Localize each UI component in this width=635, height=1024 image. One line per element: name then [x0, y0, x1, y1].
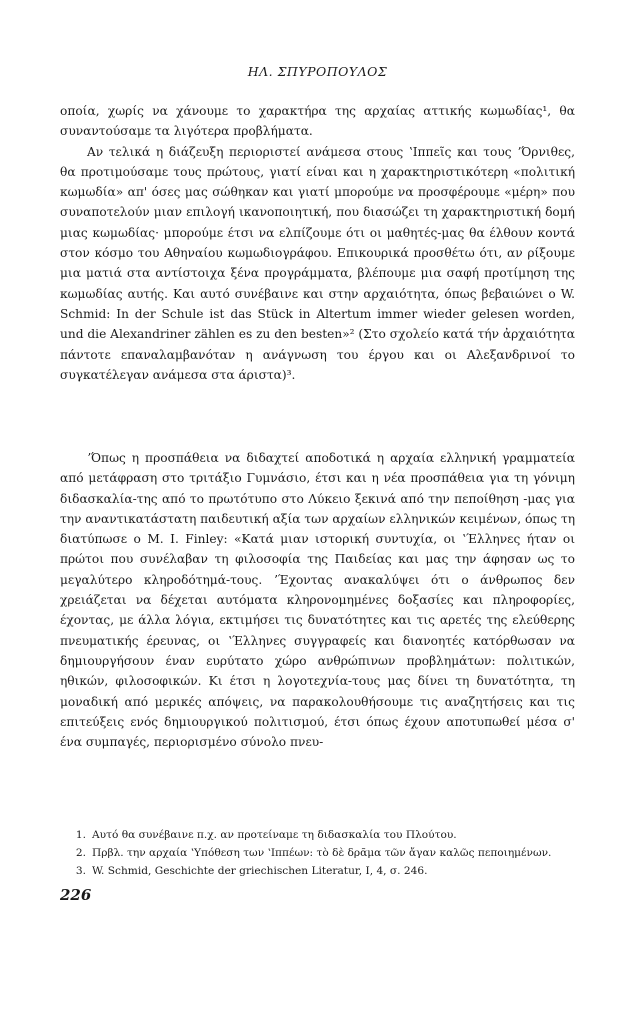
footnote-3	[60, 862, 575, 880]
running-header: ΗΛ. ΣΠΥΡΟΠΟΥΛΟΣ	[247, 64, 388, 79]
footnote-text: Πρβλ. την αρχαία ʽΥπόθεση των ʽΙππέων: τὸ δὲ δρᾶμα τῶν ἄγαν καλῶς πεποιημένων.	[92, 847, 552, 859]
footnote-text: Αυτό θα συνέβαινε π.χ. αν προτείναμε τη διδασκαλία του Πλούτου.	[92, 829, 457, 841]
paragraph-3: ʼΌπως η προσπάθεια να διδαχτεί αποδοτικά η αρχαία ελληνική γραμματεία από μετάφραση στο τριτάξιο Γυμνάσιο, έτσι και η νέα προσπάθεια για τη γόνιμη διδασκαλία-της από το πρωτότυπο στο Λύκειο ξεκινά από την πεποίθηση -μας για την αναντικατάστατη παιδευτική αξία των αρχαίων ελληνικών κειμένων, όπως τη διατύπωσε ο M. I. Finley: «Κατά μιαν ιστορική συντυχία, οι ʽΈλληνες ήταν οι πρώτοι που συνέλαβαν τη φιλοσοφία της Παιδείας και μας την άφησαν ως το μεγαλύτερο κληροδότημά-τους. ʼΈχοντας ανακαλύψει ότι ο άνθρωπος δεν χρειάζεται να δέχεται αυτόματα κληρονομημένες δοξασίες και πληροφορίες, έχοντας, με άλλα λόγια, εκτιμήσει τις δυνατότητες και τις αρετές της ελεύθερης πνευματικής έρευνας, οι ʽΈλληνες συγγραφείς και διανοητές κατόρθωσαν να δημιουργήσουν έναν ευρύτατο χώρο ανθρώπινων προβλημάτων: πολιτικών, ηθικών, φιλοσοφικών. Κι έτσι η λογοτεχνία-τους μας δίνει τη δυνατότητα, τη μοναδική από μερικές απόψεις, να παρακολουθήσουμε τις αναζητήσεις και τις επιτεύξεις ενός δημιουργικού πολιτισμού, έτσι όπως έχουν αποτυπωθεί μέσα σ' ένα συμπαγές, περιορισμένο σύνολο πνευ-	[60, 451, 575, 750]
paragraph-1-text: οποία, χωρίς να χάνουμε το χαρακτήρα της αρχαίας αττικής κωμωδίας¹, θα συναντούσαμε τα λιγότερα προβλήματα.	[60, 104, 575, 139]
footnote-number: 2.	[75, 847, 86, 859]
footnote-number: 3.	[75, 865, 86, 877]
footnote-1	[60, 826, 575, 844]
footnote-number: 1.	[75, 829, 86, 841]
footnotes	[60, 826, 575, 880]
paragraph-1	[60, 101, 575, 385]
footnote-2	[60, 844, 575, 862]
page-number: 226	[60, 886, 92, 904]
paragraph-2-text: Αν τελικά η διάζευξη περιοριστεί ανάμεσα στους ʽΙππεῖς και τους ʼΌρνιθες, θα προτιμούσαμε τους πρώτους, γιατί είναι και η χαρακτηριστικότερη «πολιτική κωμωδία» απ' όσες μας σώθηκαν και γιατί μπορούμε να προσφέρουμε «μέρη» που συναποτελούν μιαν επιλογή ικανοποιητική, που διασώζει τη χαρακτηριστική δομή μιας κωμωδίας· μπορούμε έτσι να ελπίζουμε ότι οι μαθητές-μας θα έλθουν κοντά στον κόσμο του Αθηναίου κωμωδιογράφου. Επικουρικά προσθέτω ότι, αν ρίξουμε μια ματιά στα αντίστοιχα ξένα προγράμματα, βλέπουμε μια σαφή προτίμηση της κωμωδίας αυτής. Και αυτό συνέβαινε και στην αρχαιότητα, όπως βεβαιώνει ο W. Schmid: In der Schule ist das Stück in Altertum immer wieder gelesen worden, und die Alexandriner zählen es zu den besten»² (Στο σχολείο κατά τήν ἀρχαιότητα πάντοτε επαναλαμβανόταν η ανάγνωση του έργου και οι Αλεξανδρινοί το συγκατέλεγαν ανάμεσα στα άριστα)³.	[60, 144, 575, 382]
footnote-text: W. Schmid, Geschichte der griechischen Literatur, I, 4, σ. 246.	[92, 865, 428, 877]
